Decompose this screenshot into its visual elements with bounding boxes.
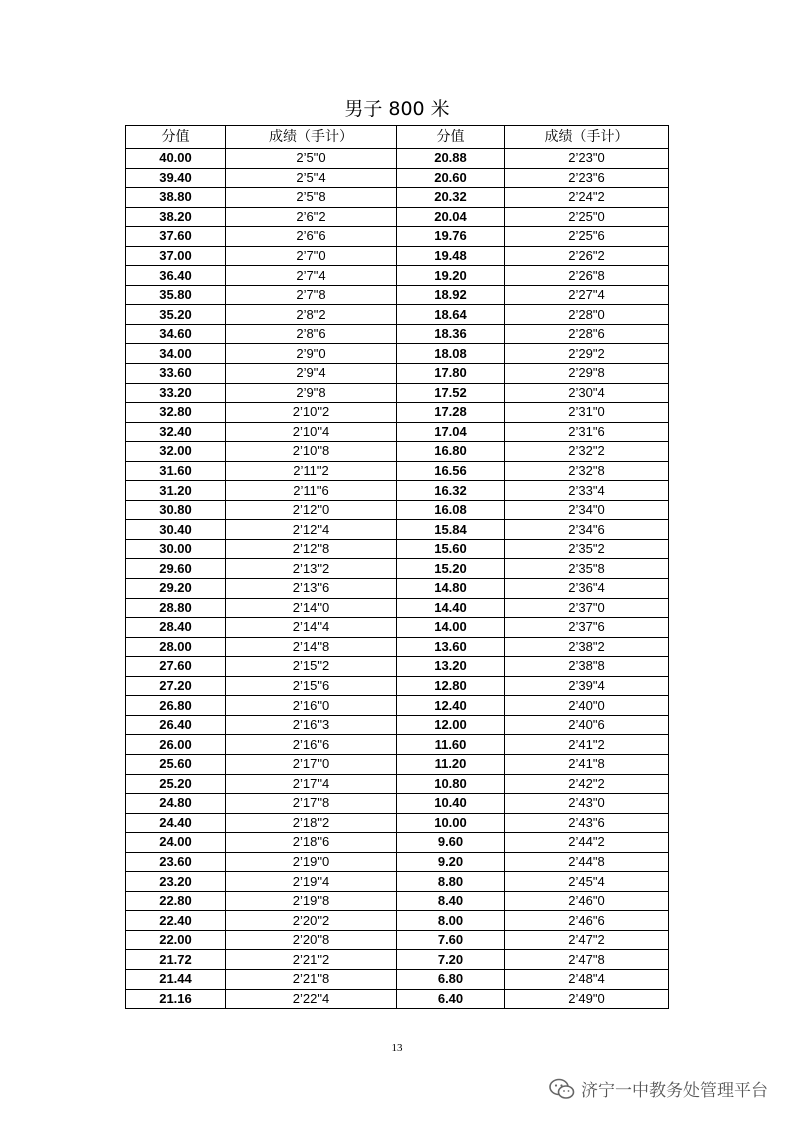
table-row	[126, 539, 669, 559]
time-cell: 2’16"0	[226, 696, 397, 716]
table-row	[126, 403, 669, 423]
time-cell: 2’37"0	[505, 598, 669, 618]
score-cell: 32.00	[126, 442, 226, 462]
time-cell: 2’20"2	[226, 911, 397, 931]
score-cell: 17.52	[397, 383, 505, 403]
time-cell: 2’37"6	[505, 618, 669, 638]
table-row	[126, 305, 669, 325]
score-cell: 22.00	[126, 930, 226, 950]
table-row	[126, 794, 669, 814]
time-cell: 2’44"8	[505, 852, 669, 872]
score-cell: 6.80	[397, 969, 505, 989]
time-cell: 2’10"4	[226, 422, 397, 442]
table-row	[126, 481, 669, 501]
time-cell: 2’36"4	[505, 579, 669, 599]
score-cell: 14.00	[397, 618, 505, 638]
time-cell: 2’11"6	[226, 481, 397, 501]
score-cell: 10.00	[397, 813, 505, 833]
score-cell: 10.80	[397, 774, 505, 794]
table-row	[126, 950, 669, 970]
score-cell: 8.80	[397, 872, 505, 892]
score-cell: 17.28	[397, 403, 505, 423]
page-title: 男子 800 米	[344, 98, 450, 120]
score-cell: 13.60	[397, 637, 505, 657]
score-cell: 20.60	[397, 168, 505, 188]
table-row	[126, 579, 669, 599]
score-cell: 21.44	[126, 969, 226, 989]
score-cell: 12.40	[397, 696, 505, 716]
table-row	[126, 637, 669, 657]
table-row	[126, 930, 669, 950]
time-cell: 2’43"0	[505, 794, 669, 814]
table-row	[126, 676, 669, 696]
time-cell: 2’19"8	[226, 891, 397, 911]
score-cell: 15.20	[397, 559, 505, 579]
score-cell: 26.40	[126, 715, 226, 735]
time-cell: 2’20"8	[226, 930, 397, 950]
score-cell: 29.20	[126, 579, 226, 599]
score-cell: 17.80	[397, 364, 505, 384]
score-cell: 21.16	[126, 989, 226, 1009]
time-cell: 2’12"8	[226, 539, 397, 559]
time-cell: 2’18"2	[226, 813, 397, 833]
time-cell: 2’9"8	[226, 383, 397, 403]
time-cell: 2’17"4	[226, 774, 397, 794]
time-cell: 2’6"2	[226, 207, 397, 227]
score-cell: 27.20	[126, 676, 226, 696]
score-cell: 16.80	[397, 442, 505, 462]
time-cell: 2’34"6	[505, 520, 669, 540]
time-cell: 2’47"8	[505, 950, 669, 970]
score-cell: 25.20	[126, 774, 226, 794]
table-row	[126, 246, 669, 266]
score-cell: 12.80	[397, 676, 505, 696]
time-cell: 2’45"4	[505, 872, 669, 892]
table-row	[126, 520, 669, 540]
time-cell: 2’19"4	[226, 872, 397, 892]
table-row	[126, 344, 669, 364]
score-cell: 29.60	[126, 559, 226, 579]
table-row	[126, 188, 669, 208]
time-cell: 2’15"2	[226, 657, 397, 677]
score-table	[125, 125, 669, 1009]
header-score-2: 分值	[397, 126, 505, 149]
time-cell: 2’9"0	[226, 344, 397, 364]
table-row	[126, 324, 669, 344]
score-cell: 13.20	[397, 657, 505, 677]
score-cell: 22.40	[126, 911, 226, 931]
time-cell: 2’34"0	[505, 500, 669, 520]
time-cell: 2’8"2	[226, 305, 397, 325]
time-cell: 2’38"8	[505, 657, 669, 677]
table-row	[126, 149, 669, 169]
score-cell: 10.40	[397, 794, 505, 814]
score-cell: 22.80	[126, 891, 226, 911]
table-row	[126, 618, 669, 638]
header-time-1: 成绩（手计）	[226, 126, 397, 149]
table-row	[126, 872, 669, 892]
time-cell: 2’27"4	[505, 285, 669, 305]
time-cell: 2’30"4	[505, 383, 669, 403]
time-cell: 2’14"0	[226, 598, 397, 618]
score-cell: 19.76	[397, 227, 505, 247]
score-cell: 33.20	[126, 383, 226, 403]
time-cell: 2’31"6	[505, 422, 669, 442]
time-cell: 2’18"6	[226, 833, 397, 853]
table-row	[126, 852, 669, 872]
time-cell: 2’23"6	[505, 168, 669, 188]
score-cell: 14.40	[397, 598, 505, 618]
score-cell: 28.80	[126, 598, 226, 618]
time-cell: 2’7"0	[226, 246, 397, 266]
score-cell: 20.88	[397, 149, 505, 169]
score-cell: 14.80	[397, 579, 505, 599]
time-cell: 2’28"6	[505, 324, 669, 344]
score-cell: 25.60	[126, 754, 226, 774]
time-cell: 2’41"8	[505, 754, 669, 774]
header-time-2: 成绩（手计）	[505, 126, 669, 149]
time-cell: 2’46"6	[505, 911, 669, 931]
time-cell: 2’22"4	[226, 989, 397, 1009]
table-row	[126, 891, 669, 911]
score-cell: 30.00	[126, 539, 226, 559]
time-cell: 2’5"0	[226, 149, 397, 169]
score-cell: 24.80	[126, 794, 226, 814]
time-cell: 2’13"6	[226, 579, 397, 599]
table-row	[126, 598, 669, 618]
table-row	[126, 559, 669, 579]
time-cell: 2’15"6	[226, 676, 397, 696]
page-number: 13	[391, 1042, 403, 1054]
time-cell: 2’5"4	[226, 168, 397, 188]
table-row	[126, 754, 669, 774]
score-cell: 6.40	[397, 989, 505, 1009]
score-cell: 34.00	[126, 344, 226, 364]
time-cell: 2’47"2	[505, 930, 669, 950]
score-cell: 28.40	[126, 618, 226, 638]
time-cell: 2’21"2	[226, 950, 397, 970]
time-cell: 2’14"8	[226, 637, 397, 657]
time-cell: 2’17"8	[226, 794, 397, 814]
score-cell: 19.20	[397, 266, 505, 286]
score-cell: 18.64	[397, 305, 505, 325]
time-cell: 2’35"2	[505, 539, 669, 559]
time-cell: 2’12"4	[226, 520, 397, 540]
score-cell: 24.00	[126, 833, 226, 853]
time-cell: 2’40"0	[505, 696, 669, 716]
table-row	[126, 989, 669, 1009]
time-cell: 2’12"0	[226, 500, 397, 520]
score-cell: 16.32	[397, 481, 505, 501]
score-cell: 16.56	[397, 461, 505, 481]
score-cell: 37.00	[126, 246, 226, 266]
score-cell: 16.08	[397, 500, 505, 520]
table-row	[126, 813, 669, 833]
time-cell: 2’39"4	[505, 676, 669, 696]
score-cell: 11.20	[397, 754, 505, 774]
score-cell: 38.20	[126, 207, 226, 227]
table-row	[126, 422, 669, 442]
score-cell: 21.72	[126, 950, 226, 970]
score-cell: 28.00	[126, 637, 226, 657]
score-cell: 9.20	[397, 852, 505, 872]
time-cell: 2’26"2	[505, 246, 669, 266]
score-cell: 8.00	[397, 911, 505, 931]
score-cell: 30.40	[126, 520, 226, 540]
score-cell: 15.84	[397, 520, 505, 540]
score-cell: 19.48	[397, 246, 505, 266]
time-cell: 2’6"6	[226, 227, 397, 247]
time-cell: 2’24"2	[505, 188, 669, 208]
score-cell: 23.20	[126, 872, 226, 892]
score-cell: 18.36	[397, 324, 505, 344]
watermark-text: 济宁一中教务处管理平台	[581, 1081, 768, 1101]
table-row	[126, 833, 669, 853]
score-cell: 7.60	[397, 930, 505, 950]
time-cell: 2’19"0	[226, 852, 397, 872]
score-cell: 20.04	[397, 207, 505, 227]
score-cell: 17.04	[397, 422, 505, 442]
time-cell: 2’33"4	[505, 481, 669, 501]
time-cell: 2’7"8	[226, 285, 397, 305]
table-row	[126, 364, 669, 384]
table-row	[126, 442, 669, 462]
time-cell: 2’16"3	[226, 715, 397, 735]
table-body	[126, 149, 669, 1009]
time-cell: 2’7"4	[226, 266, 397, 286]
table-header-row	[126, 126, 669, 149]
score-cell: 9.60	[397, 833, 505, 853]
time-cell: 2’46"0	[505, 891, 669, 911]
table-row	[126, 266, 669, 286]
score-cell: 23.60	[126, 852, 226, 872]
score-cell: 35.80	[126, 285, 226, 305]
table-row	[126, 227, 669, 247]
table-row	[126, 696, 669, 716]
time-cell: 2’35"8	[505, 559, 669, 579]
time-cell: 2’8"6	[226, 324, 397, 344]
time-cell: 2’17"0	[226, 754, 397, 774]
score-cell: 36.40	[126, 266, 226, 286]
score-cell: 37.60	[126, 227, 226, 247]
table-row	[126, 461, 669, 481]
time-cell: 2’5"8	[226, 188, 397, 208]
header-score-1: 分值	[126, 126, 226, 149]
time-cell: 2’9"4	[226, 364, 397, 384]
time-cell: 2’40"6	[505, 715, 669, 735]
score-cell: 35.20	[126, 305, 226, 325]
time-cell: 2’10"2	[226, 403, 397, 423]
time-cell: 2’41"2	[505, 735, 669, 755]
score-cell: 8.40	[397, 891, 505, 911]
time-cell: 2’21"8	[226, 969, 397, 989]
score-cell: 31.60	[126, 461, 226, 481]
time-cell: 2’43"6	[505, 813, 669, 833]
score-cell: 20.32	[397, 188, 505, 208]
time-cell: 2’28"0	[505, 305, 669, 325]
table-row	[126, 168, 669, 188]
score-cell: 12.00	[397, 715, 505, 735]
score-cell: 7.20	[397, 950, 505, 970]
time-cell: 2’13"2	[226, 559, 397, 579]
score-cell: 34.60	[126, 324, 226, 344]
score-cell: 26.00	[126, 735, 226, 755]
time-cell: 2’31"0	[505, 403, 669, 423]
wechat-icon	[549, 1078, 575, 1100]
watermark	[549, 1076, 768, 1101]
time-cell: 2’26"8	[505, 266, 669, 286]
table-row	[126, 383, 669, 403]
time-cell: 2’38"2	[505, 637, 669, 657]
time-cell: 2’29"8	[505, 364, 669, 384]
score-cell: 40.00	[126, 149, 226, 169]
table-row	[126, 285, 669, 305]
score-cell: 33.60	[126, 364, 226, 384]
score-cell: 38.80	[126, 188, 226, 208]
time-cell: 2’49"0	[505, 989, 669, 1009]
score-cell: 32.80	[126, 403, 226, 423]
time-cell: 2’23"0	[505, 149, 669, 169]
table-row	[126, 207, 669, 227]
time-cell: 2’42"2	[505, 774, 669, 794]
score-cell: 31.20	[126, 481, 226, 501]
score-cell: 32.40	[126, 422, 226, 442]
score-cell: 18.08	[397, 344, 505, 364]
score-cell: 27.60	[126, 657, 226, 677]
score-cell: 15.60	[397, 539, 505, 559]
score-cell: 39.40	[126, 168, 226, 188]
score-cell: 30.80	[126, 500, 226, 520]
time-cell: 2’25"6	[505, 227, 669, 247]
table-row	[126, 715, 669, 735]
score-cell: 11.60	[397, 735, 505, 755]
time-cell: 2’11"2	[226, 461, 397, 481]
score-cell: 26.80	[126, 696, 226, 716]
time-cell: 2’16"6	[226, 735, 397, 755]
score-cell: 24.40	[126, 813, 226, 833]
table-row	[126, 969, 669, 989]
table-row	[126, 735, 669, 755]
time-cell: 2’32"2	[505, 442, 669, 462]
time-cell: 2’48"4	[505, 969, 669, 989]
score-cell: 18.92	[397, 285, 505, 305]
time-cell: 2’25"0	[505, 207, 669, 227]
time-cell: 2’10"8	[226, 442, 397, 462]
table-row	[126, 500, 669, 520]
time-cell: 2’32"8	[505, 461, 669, 481]
time-cell: 2’29"2	[505, 344, 669, 364]
time-cell: 2’44"2	[505, 833, 669, 853]
table-row	[126, 911, 669, 931]
time-cell: 2’14"4	[226, 618, 397, 638]
table-row	[126, 774, 669, 794]
table-row	[126, 657, 669, 677]
